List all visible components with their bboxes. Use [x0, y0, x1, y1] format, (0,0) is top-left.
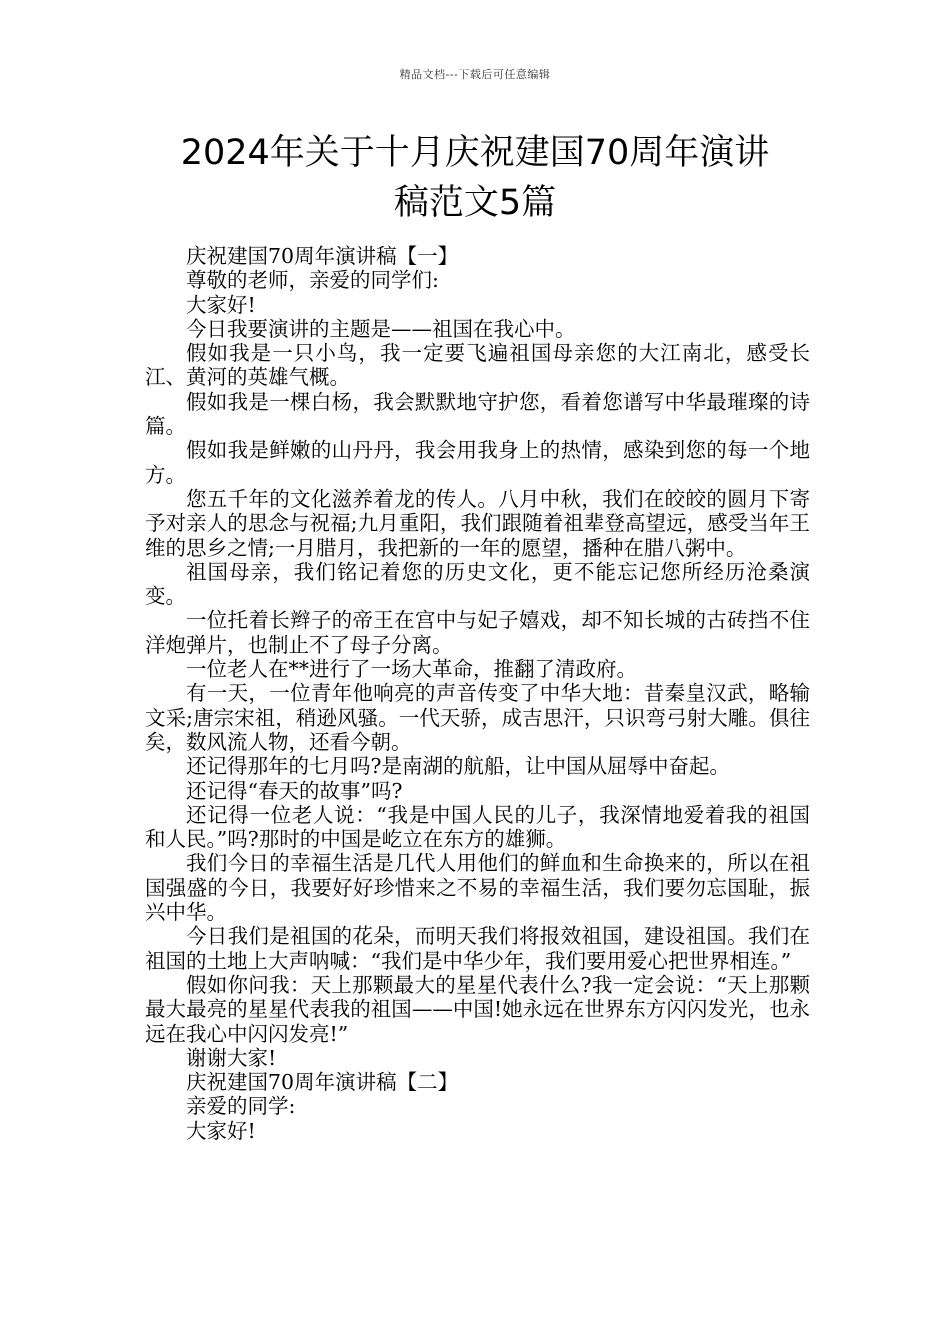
paragraph: 还记得“春天的故事”吗?: [186, 778, 403, 803]
title-line-2: 稿范文5篇: [393, 183, 557, 223]
section-heading-2: 庆祝建国70周年演讲稿【二】: [186, 1070, 459, 1095]
header-note: 精品文档---下载后可任意编辑: [399, 68, 551, 81]
paragraph: 今日我要演讲的主题是——祖国在我心中。: [186, 316, 576, 341]
salutation: 尊敬的老师，亲爱的同学们:: [186, 268, 439, 293]
title-line-1: 2024年关于十月庆祝建国70周年演讲: [180, 133, 770, 173]
section-heading-1: 庆祝建国70周年演讲稿【一】: [186, 244, 459, 268]
paragraph: 还记得那年的七月吗?是南湖的航船，让中国从屈辱中奋起。: [186, 754, 730, 779]
salutation: 亲爱的同学:: [186, 1094, 296, 1119]
greeting: 大家好!: [186, 1118, 256, 1143]
document-body: [145, 244, 810, 1143]
paragraph: 您五千年的文化滋养着龙的传人。八月中秋，我们在皎皎的圆月下寄予对亲人的思念与祝福;九月重阳，我们跟随着祖辈登高望远，感受当年王维的思乡之情;一月腊月，我把新的一年的愿望，播种在腊八粥中。: [145, 486, 810, 560]
paragraph: 一位托着长辫子的帝王在宫中与妃子嬉戏，却不知长城的古砖挡不住洋炮弹片，也制止不了母子分离。: [145, 608, 810, 657]
document-title: [120, 128, 830, 228]
paragraph: 假如我是一棵白杨，我会默默地守护您，看着您谱写中华最璀璨的诗篇。: [145, 389, 810, 439]
paragraph: 假如我是鲜嫩的山丹丹，我会用我身上的热情，感染到您的每一个地方。: [145, 438, 810, 487]
paragraph: 假如我是一只小鸟，我一定要飞遍祖国母亲您的大江南北，感受长江、黄河的英雄气概。: [145, 341, 810, 390]
paragraph: 今日我们是祖国的花朵，而明天我们将报效祖国，建设祖国。我们在祖国的土地上大声呐喊：“我们是中华少年，我们要用爱心把世界相连。”: [145, 924, 810, 973]
greeting: 大家好!: [186, 292, 256, 317]
paragraph: 还记得一位老人说：“我是中国人民的儿子，我深情地爱着我的祖国和人民。”吗?那时的中国是屹立在东方的雄狮。: [145, 802, 810, 852]
paragraph: 有一天，一位青年他响亮的声音传变了中华大地：昔秦皇汉武，略输文采;唐宗宋祖，稍逊风骚。一代天骄，成吉思汗，只识弯弓射大雕。俱往矣，数风流人物，还看今朝。: [145, 681, 810, 754]
paragraph: 祖国母亲，我们铭记着您的历史文化，更不能忘记您所经历沧桑演变。: [145, 559, 810, 609]
paragraph: 假如你问我：天上那颗最大的星星代表什么?我一定会说：“天上那颗最大最亮的星星代表我的祖国——中国!她永远在世界东方闪闪发光，也永远在我心中闪闪发亮!”: [145, 972, 810, 1046]
paragraph: 我们今日的幸福生活是几代人用他们的鲜血和生命换来的，所以在祖国强盛的今日，我要好好珍惜来之不易的幸福生活，我们要勿忘国耻，振兴中华。: [145, 851, 810, 925]
paragraph: 一位老人在**进行了一场大革命，推翻了清政府。: [186, 657, 637, 682]
closing: 谢谢大家!: [186, 1045, 277, 1070]
